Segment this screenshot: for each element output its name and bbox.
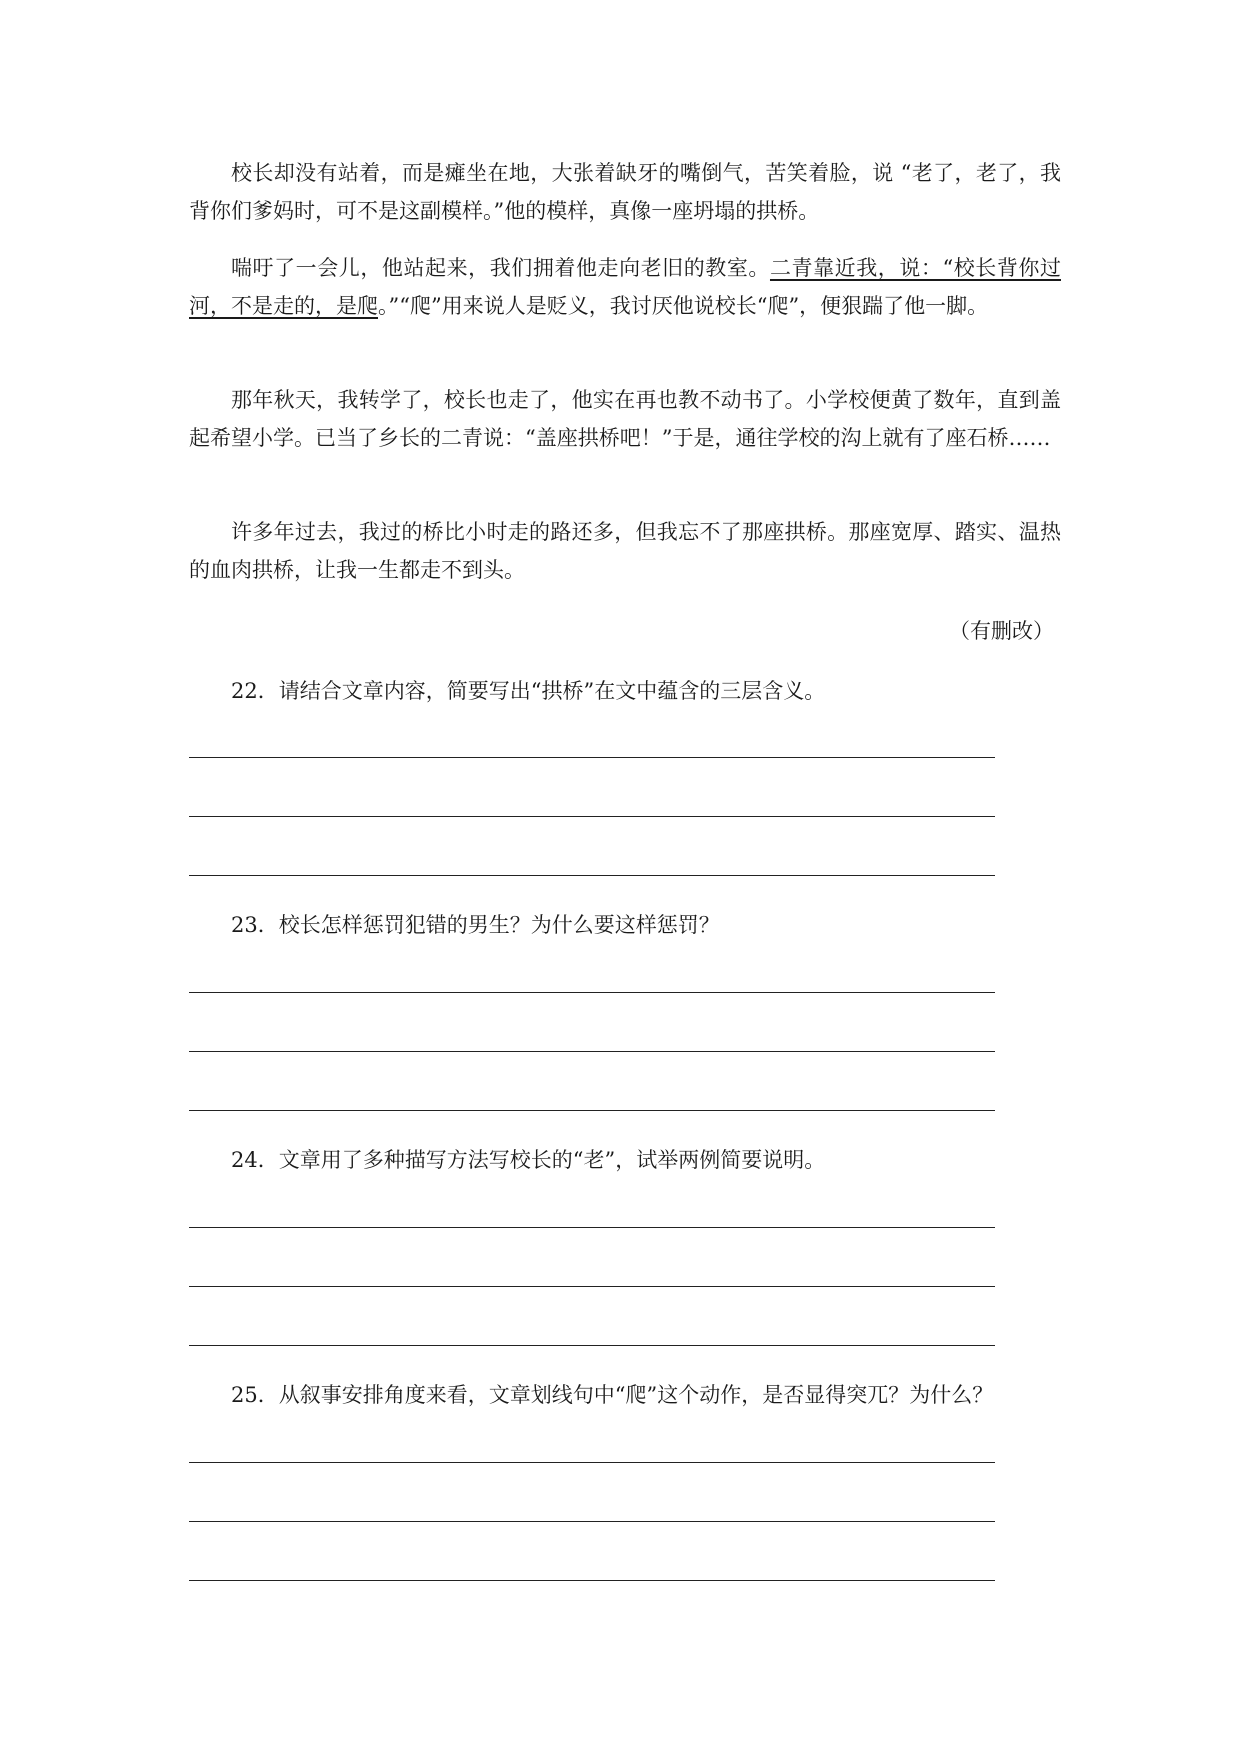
answer-line[interactable] <box>189 1110 995 1111</box>
answer-line[interactable] <box>189 1227 995 1228</box>
passage-paragraph-2 <box>189 249 1061 325</box>
paragraph-2-lead: 喘吁了一会儿，他站起来，我们拥着他走向老旧的教室。 <box>231 256 770 280</box>
question-24: 24．文章用了多种描写方法写校长的“老”，试举两例简要说明。 <box>231 1148 826 1172</box>
answer-line[interactable] <box>189 1345 995 1346</box>
passage-paragraph-4: 许多年过去，我过的桥比小时走的路还多，但我忘不了那座拱桥。那座宽厚、踏实、温热的血肉拱桥，让我一生都走不到头。 <box>189 520 1061 582</box>
answer-line[interactable] <box>189 875 995 876</box>
revision-note: （有删改） <box>949 619 1054 643</box>
passage-paragraph-3: 那年秋天，我转学了，校长也走了，他实在再也教不动书了。小学校便黄了数年，直到盖起希望小学。已当了乡长的二青说：“盖座拱桥吧！”于是，通往学校的沟上就有了座石桥…… <box>189 388 1061 450</box>
passage-paragraph-1: 校长却没有站着，而是瘫坐在地，大张着缺牙的嘴倒气，苦笑着脸，说 “老了，老了，我背你们爹妈时，可不是这副模样。”他的模样，真像一座坍塌的拱桥。 <box>189 161 1061 223</box>
question-22: 22．请结合文章内容，简要写出“拱桥”在文中蕴含的三层含义。 <box>231 679 826 703</box>
answer-line[interactable] <box>189 816 995 817</box>
answer-line[interactable] <box>189 1580 995 1581</box>
answer-line[interactable] <box>189 1521 995 1522</box>
question-23: 23．校长怎样惩罚犯错的男生？为什么要这样惩罚？ <box>231 913 720 937</box>
answer-line[interactable] <box>189 992 995 993</box>
answer-line[interactable] <box>189 1051 995 1052</box>
answer-line[interactable] <box>189 1462 995 1463</box>
answer-line[interactable] <box>189 757 995 758</box>
paragraph-2-tail: 。”“爬”用来说人是贬义，我讨厌他说校长“爬”，便狠踹了他一脚。 <box>378 294 989 318</box>
answer-line[interactable] <box>189 1286 995 1287</box>
question-25: 25．从叙事安排角度来看，文章划线句中“爬”这个动作，是否显得突兀？为什么？ <box>231 1383 994 1407</box>
underlined-sentence: 二青靠近我，说：“校长背你过河，不是走的，是爬 <box>189 256 1061 318</box>
